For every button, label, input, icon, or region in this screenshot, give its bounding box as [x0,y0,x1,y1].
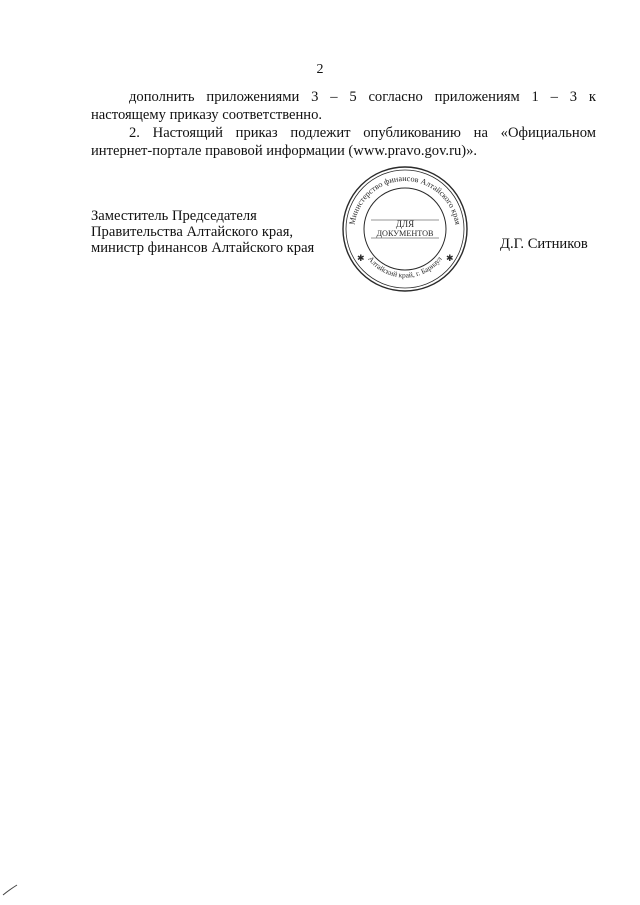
stamp-outer-text: Министерство финансов Алтайского края [347,173,463,226]
signer-position-line: Заместитель Председателя [91,208,257,224]
paragraph-appendix [91,88,596,124]
paragraph-line: 2. Настоящий приказ подлежит опубликованию на «Официальном [129,125,596,141]
paragraph-line: настоящему приказу соответственно. [91,107,323,123]
signer-name: Д.Г. Ситников [500,236,588,252]
stamp-star-icon: ✱ [446,253,454,263]
page-number: 2 [316,62,324,77]
signer-position-line: министр финансов Алтайского края [91,240,315,256]
signer-position-line: Правительства Алтайского края, [91,224,294,240]
stamp-star-icon: ✱ [357,253,365,263]
scan-mark-icon [2,884,18,896]
official-stamp [340,164,470,294]
stamp-center-line1: ДЛЯ [395,219,415,229]
paragraph-line: дополнить приложениями 3 – 5 согласно приложениям 1 – 3 к [129,89,596,105]
paragraph-publication [91,124,596,160]
signer-position [91,208,314,256]
stamp-center-line2: ДОКУМЕНТОВ [376,229,434,238]
stamp-bottom-text: Алтайский край, г. Барнаул [366,254,444,280]
paragraph-line: интернет-портале правовой информации (www.pravo.gov.ru)». [91,143,478,159]
